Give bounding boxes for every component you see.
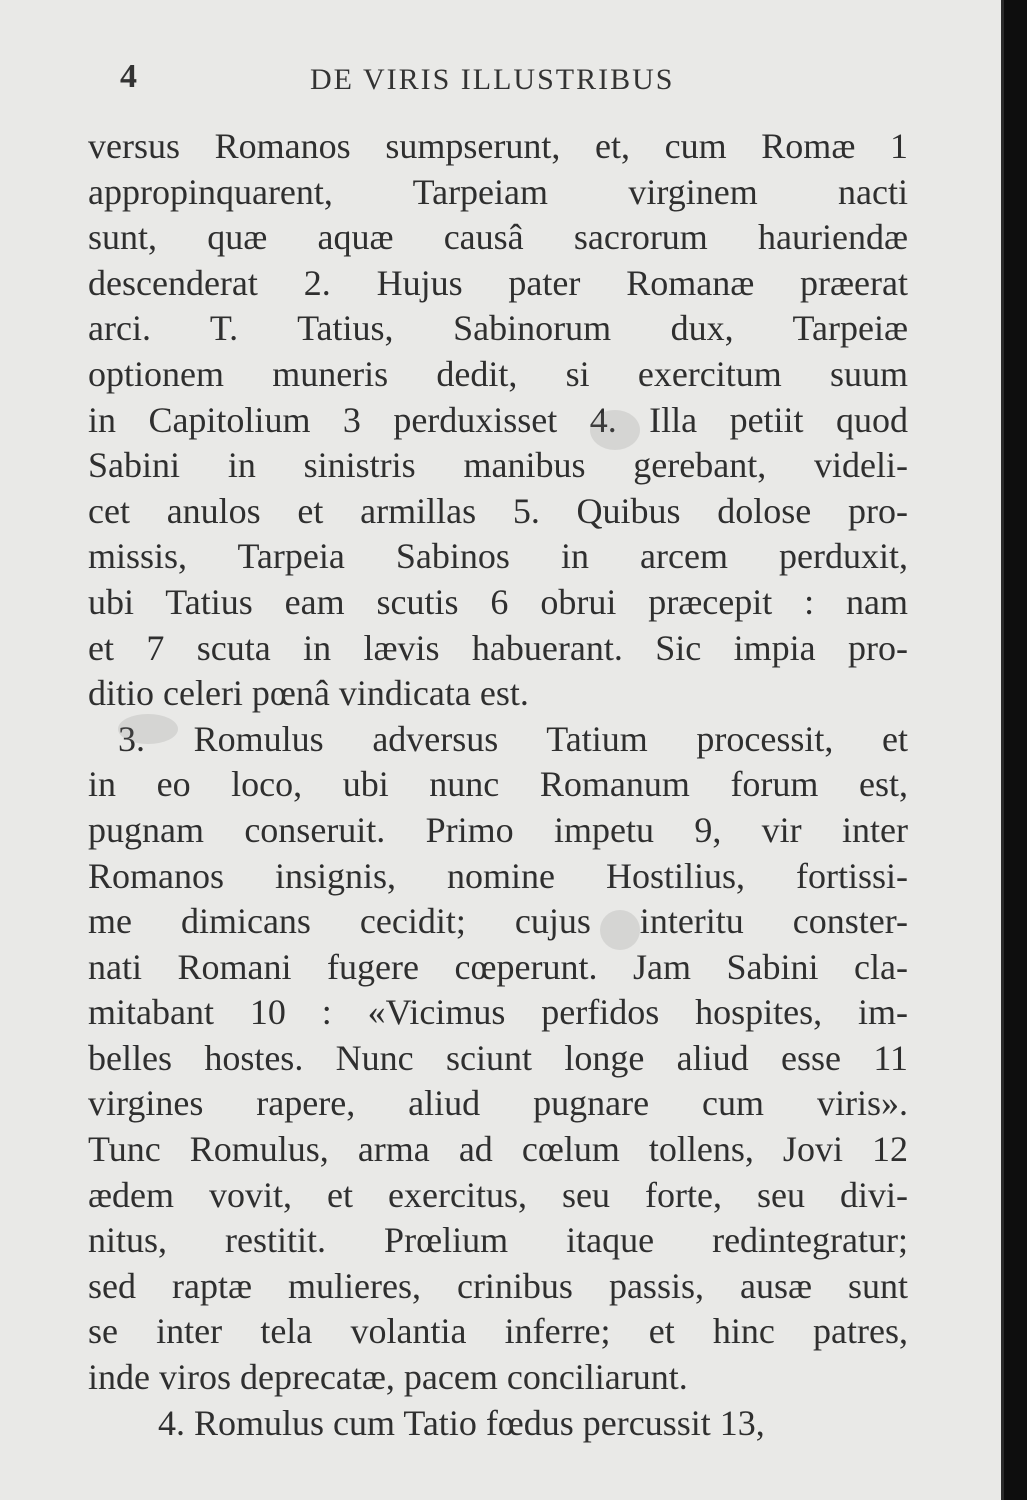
text-line: Romanos insignis, nomine Hostilius, fortissi- <box>88 855 908 896</box>
page-number: 4 <box>120 58 137 95</box>
text-line: arci. T. Tatius, Sabinorum dux, Tarpeiæ <box>88 308 908 349</box>
text-line: belles hostes. Nunc sciunt longe aliud esse 11 <box>88 1037 908 1078</box>
text-line: sunt, quæ aquæ causâ sacrorum hauriendæ <box>88 217 908 258</box>
text-line: nati Romani fugere cœperunt. Jam Sabini cla- <box>88 946 908 987</box>
text-line: optionem muneris dedit, si exercitum suum <box>88 353 908 394</box>
text-line: inde viros deprecatæ, pacem conciliarunt. <box>88 1357 688 1398</box>
text-line: nitus, restitit. Prœlium itaque redintegratur; <box>88 1220 908 1261</box>
text-line: Tunc Romulus, arma ad cœlum tollens, Jovi 12 <box>88 1129 908 1170</box>
text-line: ædem vovit, et exercitus, seu forte, seu divi- <box>88 1174 908 1215</box>
text-line: descenderat 2. Hujus pater Romanæ præerat <box>88 262 908 303</box>
text-line: versus Romanos sumpserunt, et, cum Romæ 1 <box>88 126 908 166</box>
text-line: 4. Romulus cum Tatio fœdus percussit 13, <box>158 1402 765 1443</box>
text-line: ubi Tatius eam scutis 6 obrui præcepit : nam <box>88 581 908 622</box>
text-line: et 7 scuta in lævis habuerant. Sic impia pro- <box>88 627 908 668</box>
body-text <box>88 124 908 1446</box>
text-line: in Capitolium 3 perduxisset 4. Illa petiit quod <box>88 399 908 440</box>
text-line: mitabant 10 : «Vicimus perfidos hospites, im- <box>88 992 908 1033</box>
text-line: appropinquarent, Tarpeiam virginem nacti <box>88 171 908 212</box>
text-line: sed raptæ mulieres, crinibus passis, ausæ sunt <box>88 1265 908 1306</box>
text-line: cet anulos et armillas 5. Quibus dolose pro- <box>88 490 908 531</box>
running-title: DE VIRIS ILLUSTRIBUS <box>310 63 675 96</box>
text-line: me dimicans cecidit; cujus interitu conster- <box>88 901 908 942</box>
text-line: pugnam conseruit. Primo impetu 9, vir inter <box>88 809 908 850</box>
scan-dark-edge <box>1004 0 1027 1500</box>
text-line: ditio celeri pœnâ vindicata est. <box>88 673 529 714</box>
text-line: missis, Tarpeia Sabinos in arcem perduxit, <box>88 536 908 577</box>
text-line: in eo loco, ubi nunc Romanum forum est, <box>88 764 908 805</box>
text-line: Sabini in sinistris manibus gerebant, videli- <box>88 445 908 486</box>
text-line: se inter tela volantia inferre; et hinc patres, <box>88 1311 908 1352</box>
text-line: virgines rapere, aliud pugnare cum viris». <box>88 1083 908 1124</box>
text-line: 3. Romulus adversus Tatium processit, et <box>118 718 908 759</box>
page-header <box>120 58 880 108</box>
